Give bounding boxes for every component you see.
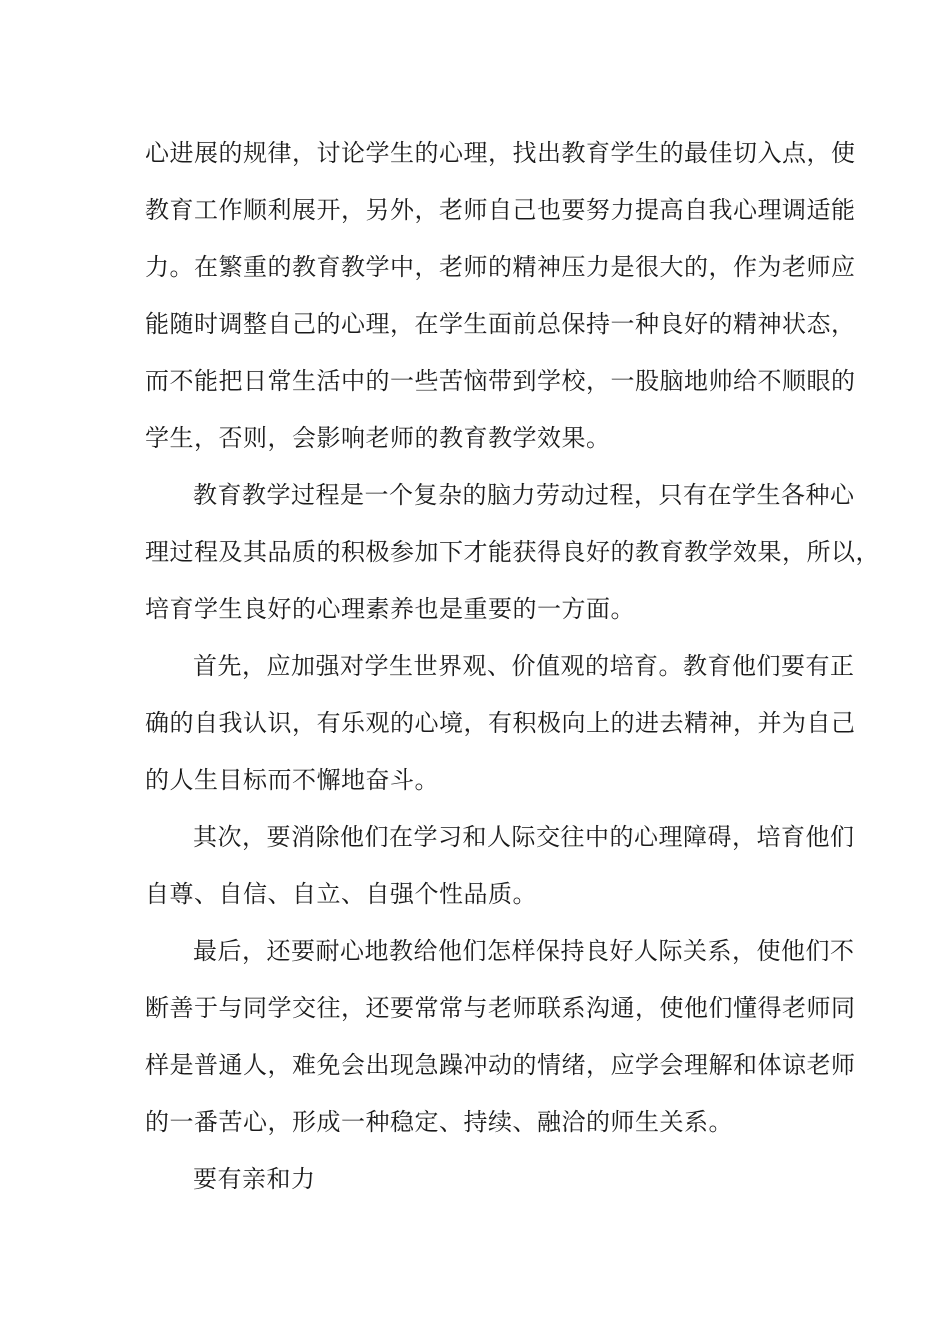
text-line: 培育学生良好的心理素养也是重要的一方面。 <box>145 595 635 623</box>
text-line: 断善于与同学交往，还要常常与老师联系沟通，使他们懂得老师同 <box>145 994 856 1022</box>
text-line: 教育工作顺利展开，另外，老师自己也要努力提高自我心理调适能 <box>145 196 856 224</box>
text-line: 样是普通人，难免会出现急躁冲动的情绪，应学会理解和体谅老师 <box>145 1051 856 1079</box>
text-line: 最后，还要耐心地教给他们怎样保持良好人际关系，使他们不 <box>193 937 855 965</box>
text-line: 力。在繁重的教育教学中，老师的精神压力是很大的，作为老师应 <box>145 253 856 281</box>
paragraph-4 <box>145 809 855 923</box>
text-line: 能随时调整自己的心理，在学生面前总保持一种良好的精神状态， <box>145 310 856 338</box>
text-line: 心进展的规律，讨论学生的心理，找出教育学生的最佳切入点，使 <box>145 139 856 167</box>
text-line: 首先，应加强对学生世界观、价值观的培育。教育他们要有正 <box>193 652 855 680</box>
text-line: 的人生目标而不懈地奋斗。 <box>145 766 439 794</box>
text-line: 的一番苦心，形成一种稳定、持续、融洽的师生关系。 <box>145 1108 733 1136</box>
text-line: 其次，要消除他们在学习和人际交往中的心理障碍，培育他们 <box>193 823 855 851</box>
document-body <box>145 125 880 1208</box>
text-line: 教育教学过程是一个复杂的脑力劳动过程，只有在学生各种心 <box>193 481 855 509</box>
text-line: 自尊、自信、自立、自强个性品质。 <box>145 880 537 908</box>
paragraph-2 <box>145 467 880 638</box>
text-line: 而不能把日常生活中的一些苦恼带到学校，一股脑地帅给不顺眼的 <box>145 367 856 395</box>
text-line: 理过程及其品质的积极参加下才能获得良好的教育教学效果，所以， <box>145 538 880 566</box>
text-line: 确的自我认识，有乐观的心境，有积极向上的进去精神，并为自己 <box>145 709 856 737</box>
text-line: 要有亲和力 <box>193 1165 316 1193</box>
paragraph-5 <box>145 923 856 1151</box>
paragraph-1 <box>145 125 856 467</box>
text-line: 学生，否则，会影响老师的教育教学效果。 <box>145 424 611 452</box>
paragraph-3 <box>145 638 856 809</box>
paragraph-6-heading <box>145 1151 825 1208</box>
